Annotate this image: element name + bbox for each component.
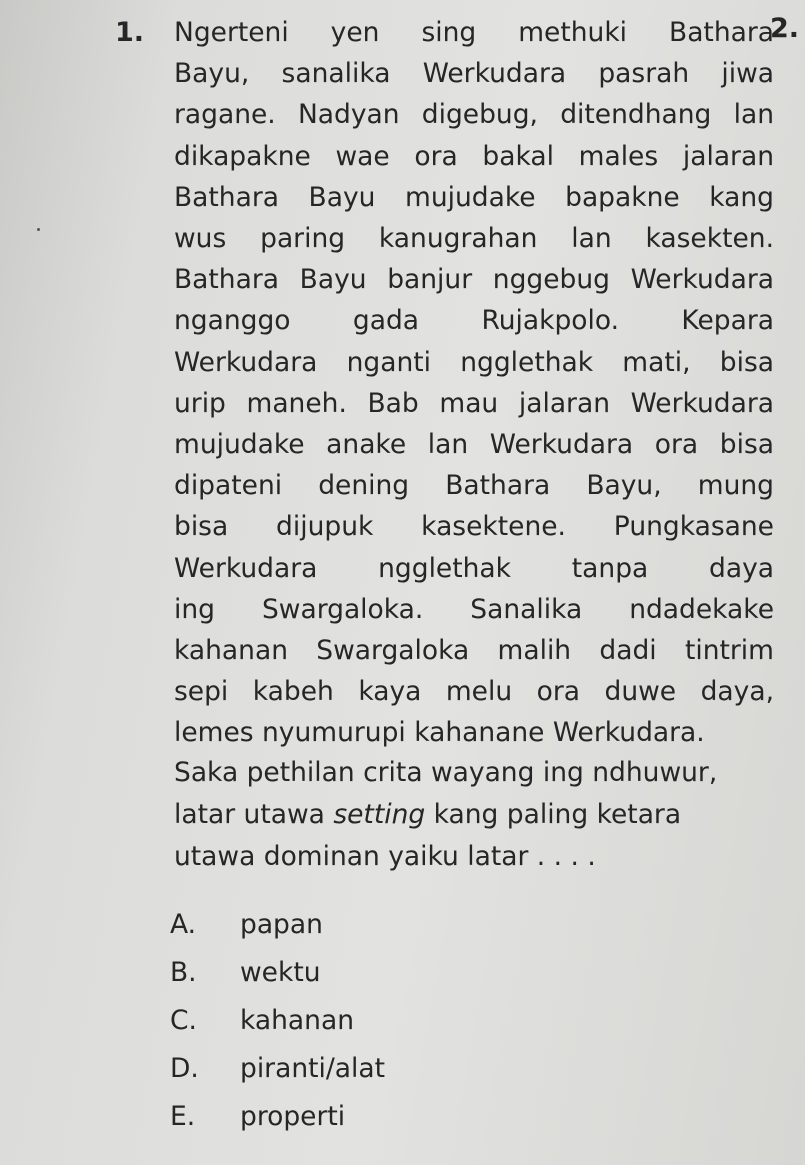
option-text: wektu: [240, 956, 321, 988]
passage-line: sepi kabeh kaya melu ora duwe daya,: [174, 676, 774, 708]
option-letter: B.: [170, 956, 197, 988]
passage-line: Bathara Bayu mujudake bapakne kang: [174, 181, 774, 213]
option-text: papan: [240, 908, 323, 940]
passage-line: wus paring kanugrahan lan kasekten.: [174, 223, 774, 255]
question-text: kang paling ketara: [425, 799, 682, 830]
option-letter: E.: [170, 1100, 196, 1132]
question-line: utawa dominan yaiku latar . . . .: [174, 841, 596, 872]
page-speck: [37, 228, 40, 231]
passage-line: nganggo gada Rujakpolo. Kepara: [174, 305, 774, 337]
option-b[interactable]: [170, 948, 690, 996]
question-line: Saka pethilan crita wayang ing ndhuwur,: [174, 757, 718, 788]
passage-line: Bathara Bayu banjur nggebug Werkudara: [174, 264, 774, 296]
option-letter: C.: [170, 1004, 197, 1036]
question-text: latar utawa: [174, 799, 334, 830]
passage-line: ing Swargaloka. Sanalika ndadekake: [174, 593, 774, 625]
option-text: kahanan: [240, 1004, 354, 1036]
passage-line: Werkudara ngglethak tanpa daya: [174, 552, 774, 584]
passage-line: lemes nyumurupi kahanane Werkudara.: [174, 717, 705, 749]
question-line: [174, 794, 774, 836]
passage-line: dikapakne wae ora bakal males jalaran: [174, 140, 774, 172]
option-e[interactable]: [170, 1092, 690, 1140]
passage-line: kahanan Swargaloka malih dadi tintrim: [174, 635, 774, 667]
option-letter: A.: [170, 908, 197, 940]
passage-line: dipateni dening Bathara Bayu, mung: [174, 470, 774, 502]
passage-line: Bayu, sanalika Werkudara pasrah jiwa: [174, 58, 774, 90]
passage-line: mujudake anake lan Werkudara ora bisa: [174, 429, 774, 461]
passage-line: ragane. Nadyan digebug, ditendhang lan: [174, 99, 774, 131]
option-text: properti: [240, 1100, 346, 1132]
passage-line: Ngerteni yen sing methuki Bathara: [174, 17, 774, 48]
passage-line: bisa dijupuk kasektene. Pungkasane: [174, 511, 774, 543]
passage-line: Werkudara nganti ngglethak mati, bisa: [174, 346, 774, 378]
passage: [174, 12, 774, 754]
next-question-number: 2.: [770, 13, 800, 44]
option-text: piranti/alat: [240, 1052, 386, 1084]
question-number: 1.: [115, 17, 145, 48]
option-d[interactable]: [170, 1044, 690, 1092]
option-c[interactable]: [170, 996, 690, 1044]
passage-line: urip maneh. Bab mau jalaran Werkudara: [174, 387, 774, 419]
question-italic-term: setting: [333, 799, 426, 830]
option-a[interactable]: [170, 900, 690, 948]
question-prompt: [174, 752, 774, 878]
answer-options: [170, 900, 690, 1140]
option-letter: D.: [170, 1052, 199, 1084]
